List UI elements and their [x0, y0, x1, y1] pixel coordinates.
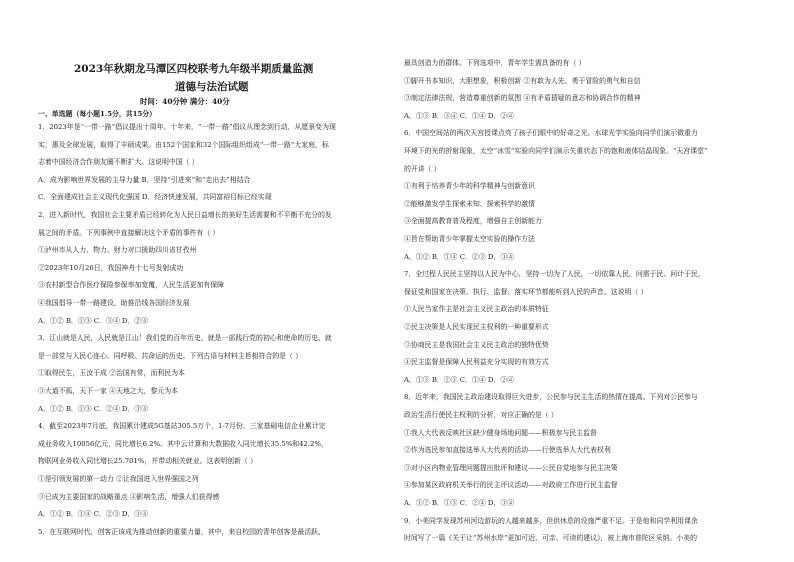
- question-text-line: ④我国倡导一带一路建设，助推沿线各国经济发展: [38, 299, 190, 307]
- question-text-line: A．成为影响世界发展的主导力量 B．坚持“引进来”和“走出去”相结合: [38, 175, 251, 184]
- question-text-line: 时间写了一篇《关于让“苏州水岸”更加可近、可亲、可读的建议》，被上海市普陀区采纳。小美的: [404, 534, 697, 543]
- section-heading: 一、单选题（每小题1.5分，共15分）: [38, 110, 157, 118]
- question-text-line: 5．在互联网时代，创客正该成为推动创新的重要力量，其中，来自校园的青年创客是最活跃、: [38, 527, 325, 536]
- question-text-line: 2．进入新时代，我国社会主要矛盾已经转化为人民日益增长的美好生活需要和不平衡不充分的发: [38, 211, 332, 219]
- question-text-line: A．①② B．①③ C．②④ D．③④: [38, 404, 149, 413]
- question-text-line: ②民主决策是人民实现民主权利的一种重要形式: [404, 323, 549, 331]
- question-text-line: ③制定法律法规，营造尊重创新的氛围 ④有矛盾猜疑的意志和协调合作的精神: [404, 94, 641, 103]
- question-text-line: A．①② B．①③ C．②④ D．③④: [404, 499, 515, 507]
- question-text-line: 物联网业务收入同比增长25.701%，并带动相关就业。这表明创新（ ）: [38, 457, 257, 466]
- question-text-line: ①脚开书本知识，大胆想象，积极创新 ②有敢为人先、勇于冒险的勇气和自信: [404, 76, 641, 85]
- question-text-line: A．①② B．①④ C．②③ D．③④: [404, 252, 515, 261]
- exam-meta: 时间：40分钟 满分：40分: [140, 97, 230, 106]
- question-text-line: 是一部党与人民心连心、同呼吸、共命运的历史。下列古语与材料主旨相符合的是（ ）: [38, 351, 303, 360]
- question-text-line: A．①③ B．②③ C．①④ D．②④: [404, 375, 515, 384]
- question-text-line: 6．中国空间站的两次天宫授课点亮了孩子们眼中的好奇之光。水球光学实验向同学们演示微重力: [404, 129, 698, 138]
- question-text-line: 的开讲（ ）: [404, 164, 441, 173]
- question-text-line: ④参加某区政府机关举行的民主评议活动——对政府工作进行民主监督: [404, 481, 618, 490]
- question-text-line: ③对小区内物业管理问题提出批评和建议——公民自觉地参与民主决策: [404, 463, 618, 472]
- question-text-line: 展之间的矛盾。下列事例中直接解决这个矛盾的事件有（ ）: [38, 228, 220, 237]
- exam-title: 2023年秋期龙马潭区四校联考九年级半期质量监测: [74, 63, 314, 75]
- question-text-line: 成业务收入10056亿元，同比增长6.2%。其中云计算和大数据收入同比增长35.5%和42.2%，: [38, 439, 328, 448]
- question-text-line: ③全面提高教育普及程度，增强自主创新能力: [404, 217, 542, 226]
- question-text-line: ③农村新型合作医疗保险参保率加宽覆，人民生活更加有保障: [38, 281, 225, 290]
- question-text-line: 保证党和国家在决策、执行、监督、落实环节都能听到人民的声音。这说明（ ）: [404, 287, 648, 296]
- question-text-line: C．全面建成社会主义现代化强国 D．经济快速发展，共同富裕目标已经实现: [38, 193, 272, 202]
- question-text-line: ②2023年10月26日，我国神舟十七号发射成功: [38, 263, 184, 272]
- question-text-line: ③协商民主是我国社会主义民主政治的独特优势: [404, 340, 549, 349]
- question-text-line: 最具创造力的群体。下列选项中，青年学生需具备的有（ ）: [404, 59, 586, 67]
- question-text-line: ④旨在帮助青少年掌握太空实验的操作方法: [404, 235, 535, 243]
- question-text-line: 3．江山就是人民，人民就是江山！我们党的百年历史，就是一部践行党的初心和使命的历史，就: [38, 334, 332, 343]
- question-text-line: A．①② B．①④ C．②③ D．③④: [38, 510, 149, 519]
- question-text-line: 7．全过程人民民主坚持以人民为中心，坚持一切为了人民，一切依靠人民，问需于民、问计于民，: [404, 270, 705, 279]
- question-text-line: ①泸州市从人力、物力、财力对口援助四川省甘孜州: [38, 246, 197, 255]
- question-text-line: ①我人大代表反映社区缺少健身场地问题——积极参与民主监督: [404, 428, 597, 437]
- question-text-line: A．①② B．①③ C．③④ D．②④: [38, 316, 149, 325]
- exam-subject: 道德与法治试题: [175, 81, 249, 93]
- question-text-line: 8．近年来，我国民主政治建设取得巨大进步，公民参与民主生活的热情在提高。下列对公民参与: [404, 393, 698, 402]
- question-text-line: ②能够激发学生探索未知、探索科学的激情: [404, 199, 535, 208]
- question-text-line: ③已成为主要国家的战略重点 ④影响生活，增强人们获得感: [38, 492, 220, 501]
- question-text-line: ③大道不孤，天下一家 ④天地之大，黎元为本: [38, 387, 179, 395]
- question-text-line: ②作为选民参加直接选举人大代表的活动——行使选举人大代表权利: [404, 446, 611, 455]
- question-text-line: 9．小美同学发现苏州河边游玩的人越来越多，但供休息的设施严重不足。于是他和同学利用课余: [404, 516, 698, 525]
- question-text-line: 政治生活行使民主权利的分析，对应正确的是（ ）: [404, 411, 558, 419]
- question-text-line: ①人民当家作主是社会主义民主政治的本质特征: [404, 305, 549, 314]
- question-text-line: 4．截至2023年7月底，我国累计建成5G基站305.5万个，1-7月份，三家基础电信企业累计完: [38, 422, 326, 431]
- question-text-line: A．①③ B．③④ C．①④ D．②④: [404, 111, 515, 120]
- question-text-line: 实，惠及全球发展，取得了丰硕成果。由152个国家和32个国际组织组成“一带一路”大家庭，标: [38, 140, 329, 149]
- question-text-line: ①是引领发展的第一动力 ②让我国进入世界强国之列: [38, 475, 199, 483]
- question-text-line: ①取得民生，玉汝于成 ②治国有常，而利民为本: [38, 369, 185, 378]
- question-text-line: 志着中国经济合作朋友圈不断扩大。这说明中国（ ）: [38, 158, 199, 167]
- question-text-line: 1．2023年是“一带一路”倡议提出十周年。十年来，“一带一路”倡议从理念到行动，从愿景变为现: [38, 123, 336, 131]
- question-text-line: ④民主监督是保障人民利益充分实现的有效方式: [404, 358, 549, 367]
- question-text-line: 环境下的光的折射现象，太空“冰雪”实验向同学们演示失重状态下的饱和液体结晶现象。“天宫课堂”: [404, 147, 708, 155]
- question-text-line: ①有利于培养青少年的科学精神与创新意识: [404, 182, 535, 191]
